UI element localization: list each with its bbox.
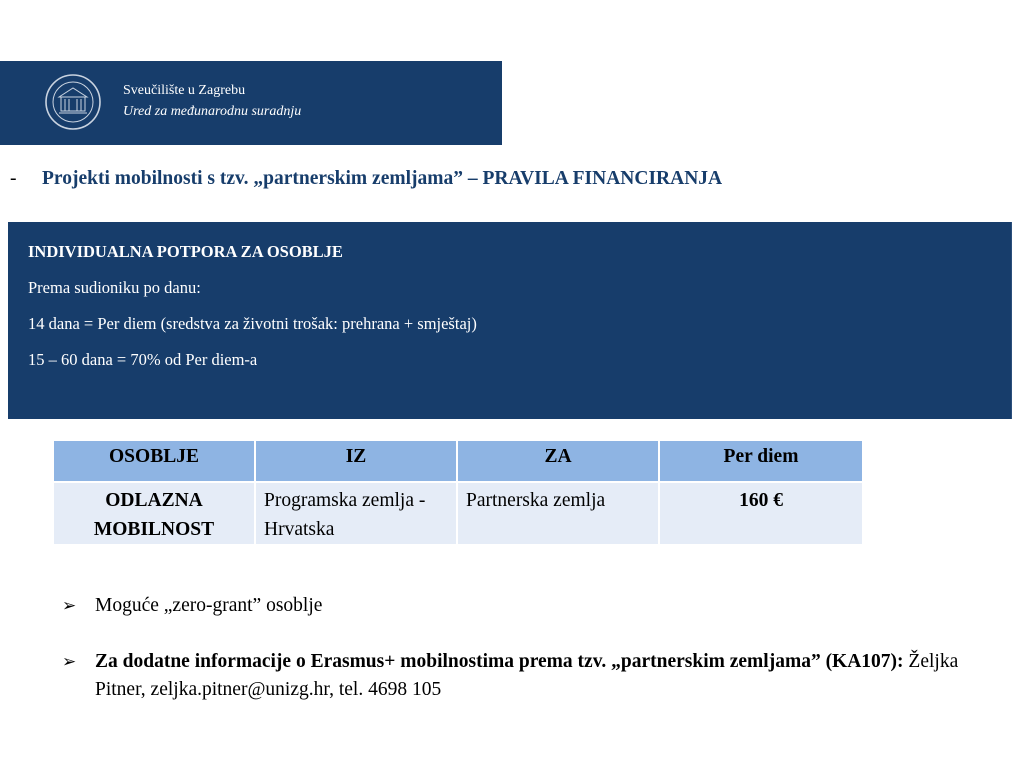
table-header-row: [53, 440, 863, 482]
table-row: [53, 482, 863, 545]
column-header: OSOBLJE: [53, 440, 255, 482]
arrow-bullet-icon: ➢: [62, 596, 77, 615]
column-header: Per diem: [659, 440, 863, 482]
table-cell: Programska zemlja - Hrvatska: [255, 482, 457, 545]
table-cell: ODLAZNA MOBILNOST: [53, 482, 255, 545]
title-text: Projekti mobilnosti s tzv. „partnerskim zemljama” – PRAVILA FINANCIRANJA: [42, 168, 723, 189]
institution-name: Sveučilište u Zagrebu: [123, 83, 246, 98]
info-line: 15 – 60 dana = 70% od Per diem-a: [28, 350, 258, 369]
info-line: Prema sudioniku po danu:: [28, 278, 201, 297]
table-cell: Partnerska zemlja: [457, 482, 659, 545]
column-header: IZ: [255, 440, 457, 482]
arrow-bullet-icon: ➢: [62, 652, 77, 671]
list-item: [62, 592, 962, 620]
column-header: ZA: [457, 440, 659, 482]
list-item: [62, 648, 962, 704]
info-heading: INDIVIDUALNA POTPORA ZA OSOBLJE: [28, 242, 343, 261]
university-seal-icon: [44, 73, 102, 131]
contact-text: Željka Pitner, zeljka.pitner@unizg.hr, tel. 4698 105: [95, 651, 959, 700]
info-box: [8, 222, 1012, 419]
info-line: 14 dana = Per diem (sredstva za životni trošak: prehrana + smještaj): [28, 314, 477, 333]
header-text: [123, 80, 301, 122]
office-name: Ured za međunarodnu suradnju: [123, 104, 302, 119]
page-title: [10, 168, 722, 190]
title-dash: -: [10, 168, 17, 189]
bullet-text: Moguće „zero-grant” osoblje: [95, 595, 323, 616]
bullet-bold-text: Za dodatne informacije o Erasmus+ mobilnostima prema tzv. „partnerskim zemljama” (KA107):: [95, 651, 904, 672]
table-cell: 160 €: [659, 482, 863, 545]
per-diem-table: [52, 439, 864, 546]
bullet-list: [62, 592, 962, 704]
